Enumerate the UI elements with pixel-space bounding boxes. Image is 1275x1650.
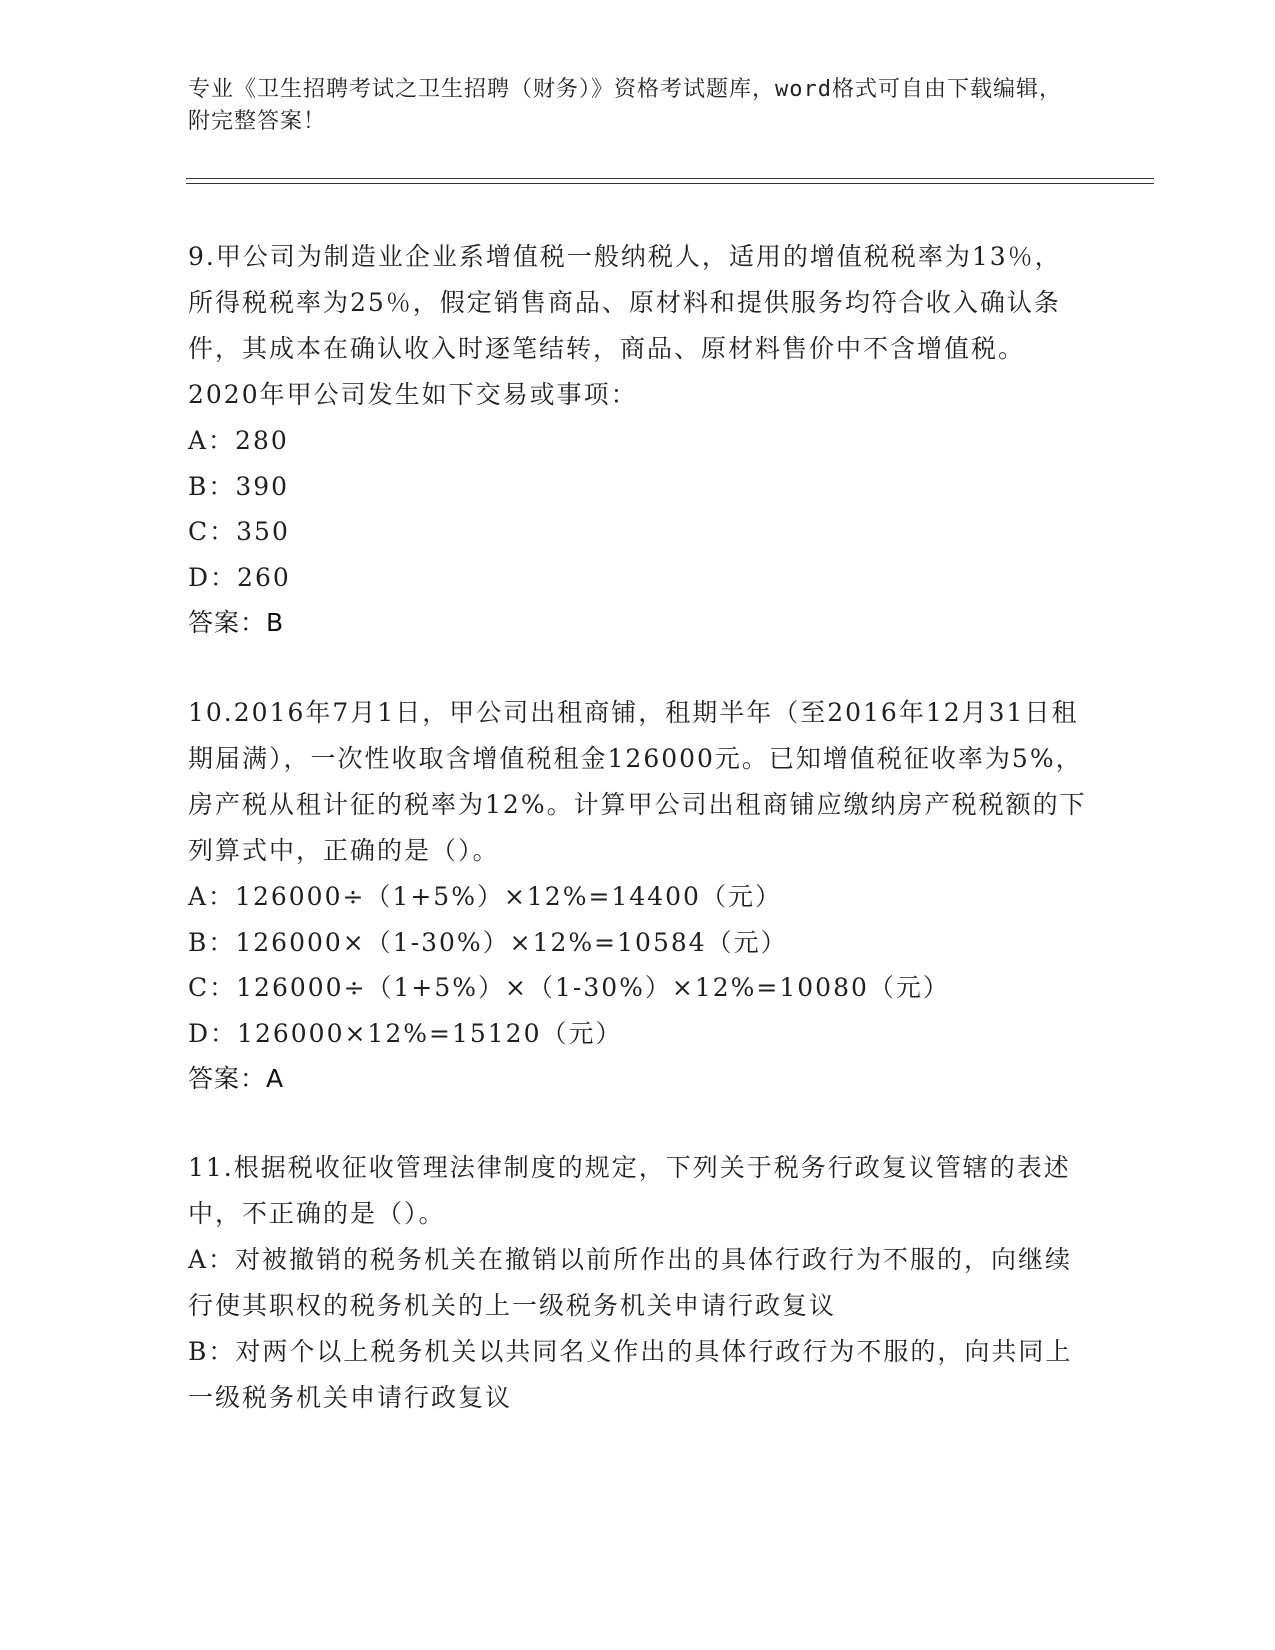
header-divider-top bbox=[186, 178, 1154, 179]
question-10 bbox=[188, 690, 1088, 1102]
option-d: D：126000×12%=15120（元） bbox=[188, 1018, 623, 1048]
option-b: B：对两个以上税务机关以共同名义作出的具体行政行为不服的，向共同上一级税务机关申请行政复议 bbox=[188, 1337, 1073, 1412]
header-divider-bottom bbox=[186, 183, 1154, 184]
answer-label: 答案：B bbox=[188, 608, 285, 637]
option-a: A：126000÷（1+5%）×12%=14400（元） bbox=[188, 882, 782, 911]
question-9 bbox=[188, 234, 1088, 646]
option-d: D：260 bbox=[188, 562, 291, 592]
question-stem: 11.根据税收征收管理法律制度的规定，下列关于税务行政复议管辖的表述中，不正确的是（）。 bbox=[188, 1153, 1071, 1228]
option-a: A：对被撤销的税务机关在撤销以前所作出的具体行政行为不服的，向继续行使其职权的税务机关的上一级税务机关申请行政复议 bbox=[188, 1245, 1073, 1320]
question-stem: 10.2016年7月1日，甲公司出租商铺，租期半年（至2016年12月31日租期届满），一次性收取含增值税租金126000元。已知增值税征收率为5%，房产税从租计征的税率为12%。计算甲公司出租商铺应缴纳房产税税额的下列算式中，正确的是（）。 bbox=[188, 698, 1087, 865]
document-header: 专业《卫生招聘考试之卫生招聘（财务）》资格考试题库，word格式可自由下载编辑，附完整答案！ bbox=[188, 77, 1062, 134]
option-b: B：390 bbox=[188, 471, 290, 501]
answer-label: 答案：A bbox=[188, 1064, 285, 1093]
option-a: A：280 bbox=[188, 426, 289, 455]
option-b: B：126000×（1-30%）×12%=10584（元） bbox=[188, 927, 788, 957]
option-c: C：126000÷（1+5%）×（1-30%）×12%=10080（元） bbox=[188, 973, 950, 1002]
option-c: C：350 bbox=[188, 517, 290, 546]
question-stem: 9.甲公司为制造业企业系增值税一般纳税人，适用的增值税税率为13％，所得税税率为25％，假定销售商品、原材料和提供服务均符合收入确认条件，其成本在确认收入时逐笔结转，商品、原材料售价中不含增值税。2020年甲公司发生如下交易或事项： bbox=[188, 242, 1062, 409]
question-11 bbox=[188, 1145, 1088, 1421]
